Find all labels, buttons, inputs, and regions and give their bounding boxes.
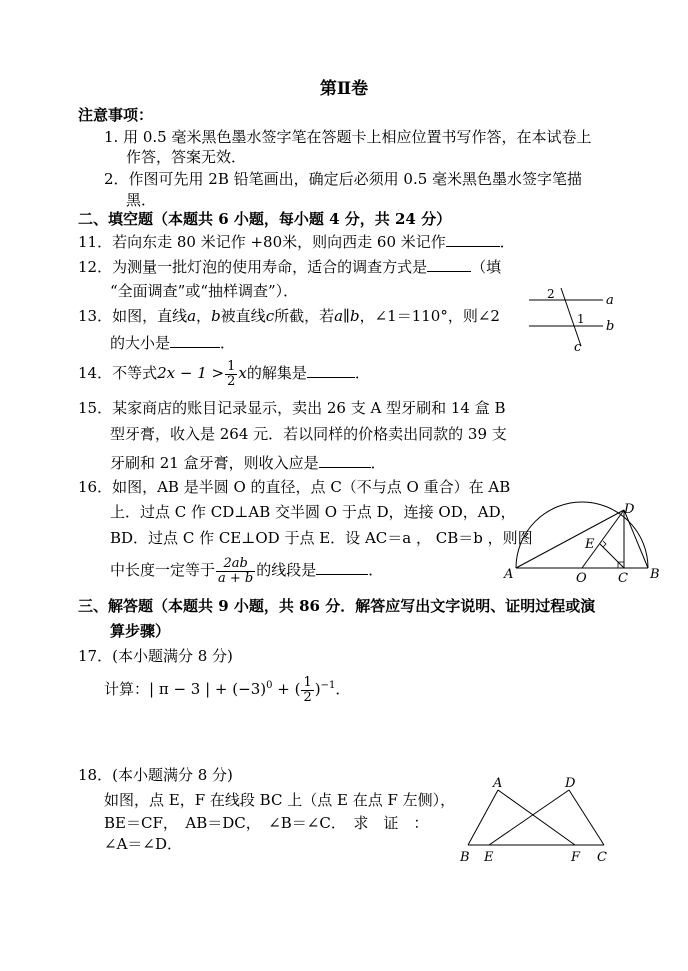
- point-d-label: D: [565, 776, 576, 791]
- segment-af: [498, 790, 575, 845]
- point-c-label: C: [618, 571, 628, 586]
- q16-line4-text: 中长度一定等于: [110, 561, 216, 580]
- q13-text-a: 13．如图，直线: [78, 307, 188, 325]
- q16-line4-text-b: 的线段是: [256, 561, 317, 580]
- figure-q16-semicircle: [500, 498, 668, 586]
- q12-fill-note: （填: [471, 258, 502, 276]
- q14-end: ．: [354, 364, 370, 383]
- question-16-line-1: 16．如图，AB 是半圆 O 的直径，点 C（不与点 O 重合）在 AB: [78, 478, 511, 496]
- question-16-line-2: 上．过点 C 作 CD⊥AB 交半圆 O 于点 D，连接 OD，AD，: [110, 503, 516, 521]
- point-o-label: O: [576, 571, 587, 586]
- question-18-line-3: ∠A＝∠D．: [104, 835, 182, 853]
- question-14: [78, 360, 370, 388]
- q14-text: 14．不等式: [78, 364, 158, 383]
- point-e-label: E: [484, 850, 494, 865]
- q14-frac-num: 1: [227, 359, 236, 374]
- point-e-label: E: [585, 537, 595, 552]
- q17-frac-den: 2: [303, 689, 312, 705]
- question-12-line-1: [78, 256, 501, 276]
- section-3-heading-line-2: 算步骤）: [110, 622, 171, 640]
- segment-ab: [468, 790, 498, 845]
- note-1-line-2: 作答，答案无效．: [126, 148, 247, 166]
- q14-fraction: [225, 360, 237, 388]
- point-f-label: F: [571, 850, 581, 865]
- q15-answer-blank: [319, 452, 371, 468]
- question-18-line-1: 如图，点 E，F 在线段 BC 上（点 E 在点 F 左侧），: [104, 791, 456, 809]
- note-1-line-1: 1. 用 0.5 毫米黑色墨水签字笔在答题卡上相应位置书写作答，在本试卷上: [104, 128, 592, 146]
- q11-answer-blank: [446, 231, 500, 247]
- q16-frac-num: 2ab: [216, 557, 255, 572]
- q13-text-e: ，∠1＝110°，则∠2: [359, 307, 500, 325]
- page-title: 第Ⅱ卷: [319, 79, 369, 99]
- q16-answer-blank: [316, 559, 368, 575]
- question-12-line-2: “全面调查”或“抽样调查”）．: [110, 282, 299, 300]
- q12-text: 12．为测量一批灯泡的使用寿命，适合的调查方式是: [78, 258, 428, 276]
- q11-text: 11．若向东走 80 米记作 +80米，则向西走 60 米记作: [78, 233, 446, 251]
- figure-q13-parallel-lines: [525, 282, 625, 354]
- question-18-line-2: BE＝CF， AB＝DC， ∠B＝∠C． 求 证 ：: [104, 814, 429, 832]
- q17-exp-neg1: −1: [320, 680, 336, 692]
- q13-text-b: ，: [196, 307, 212, 325]
- segment-de: [489, 790, 569, 845]
- line-a-label: a: [606, 293, 614, 308]
- q13-text-c: 被直线: [220, 307, 266, 325]
- q14-expression: 2x − 1 >: [157, 364, 225, 383]
- note-2-line-2: 黑．: [126, 191, 157, 209]
- q12-answer-blank: [427, 256, 471, 272]
- point-b-label: B: [650, 567, 660, 582]
- q15-end: ．: [370, 454, 386, 472]
- q13-text-d: 所截，若: [274, 307, 335, 325]
- note-2-line-1: 2．作图可先用 2B 铅笔画出，确定后必须用 0.5 毫米黑色墨水签字笔描: [104, 170, 583, 188]
- question-11: [78, 231, 515, 251]
- q17-frac-num: 1: [303, 675, 312, 690]
- q14-var-x: x: [238, 364, 247, 383]
- question-13-line-2: [110, 332, 235, 352]
- question-16-line-3: BD．过点 C 作 CE⊥OD 于点 E．设 AC＝a ， CB＝b ，则图: [110, 529, 533, 547]
- q17-expr-1: | π − 3 | + (−3): [149, 680, 267, 699]
- right-angle-mark-e: [603, 541, 606, 547]
- q14-text-b: 的解集是: [246, 364, 307, 383]
- question-15-line-1: 15．某家商店的账目记录显示，卖出 26 支 A 型牙刷和 14 盒 B: [78, 399, 506, 417]
- point-c-label: C: [597, 850, 607, 865]
- q17-expr-2: + (: [272, 680, 301, 699]
- q13-end: ．: [220, 334, 236, 352]
- q13-parallel: a∥b: [334, 307, 360, 325]
- q17-label: 计算：: [104, 680, 150, 699]
- notes-heading: 注意事项：: [78, 106, 154, 124]
- angle-1-label: 1: [577, 312, 585, 326]
- q11-end: ．: [499, 233, 515, 251]
- q17-fraction: [301, 676, 313, 704]
- point-d-label: D: [624, 502, 635, 517]
- line-b-label: b: [606, 319, 615, 334]
- q14-frac-den: 2: [227, 373, 236, 389]
- question-17-heading: 17．(本小题满分 8 分): [78, 647, 233, 665]
- q13-var-c: c: [265, 307, 275, 325]
- segment-ad: [516, 510, 624, 568]
- question-16-line-4: [110, 557, 383, 585]
- section-3-heading-line-1: 三、解答题（本题共 9 小题，共 86 分．解答应写出文字说明、证明过程或演: [78, 597, 596, 615]
- q16-fraction: [216, 557, 255, 585]
- section-2-heading: 二、填空题（本题共 6 小题，每小题 4 分，共 24 分）: [78, 210, 452, 228]
- angle-2-label: 2: [547, 287, 555, 301]
- point-b-label: B: [460, 850, 470, 865]
- segment-dc: [569, 790, 604, 845]
- q17-end: ．: [335, 680, 351, 699]
- line-c-label: c: [574, 340, 582, 354]
- point-a-label: A: [504, 567, 514, 582]
- point-a-label: A: [493, 776, 503, 791]
- question-15-line-3: [110, 452, 386, 472]
- q13-var-b: b: [211, 307, 221, 325]
- q15-line3-text: 牙刷和 21 盒牙膏，则收入应是: [110, 454, 319, 472]
- q13-answer-blank: [170, 332, 220, 348]
- question-13-line-1: [78, 307, 500, 325]
- q13-line2-text: 的大小是: [110, 334, 171, 352]
- figure-q18-triangles: [455, 773, 615, 867]
- q17-exp-0: 0: [266, 680, 273, 692]
- q13-var-a: a: [187, 307, 197, 325]
- segment-bd: [624, 510, 648, 568]
- question-18-heading: 18．(本小题满分 8 分): [78, 766, 233, 784]
- segment-ce: [600, 544, 624, 568]
- q14-answer-blank: [307, 362, 355, 378]
- question-15-line-2: 型牙膏，收入是 264 元．若以同样的价格卖出同款的 39 支: [110, 425, 507, 443]
- question-17-expression: [104, 676, 350, 704]
- q16-frac-den: a + b: [218, 570, 254, 586]
- q17-expr-3: ): [314, 680, 321, 699]
- q16-end: ．: [368, 561, 384, 580]
